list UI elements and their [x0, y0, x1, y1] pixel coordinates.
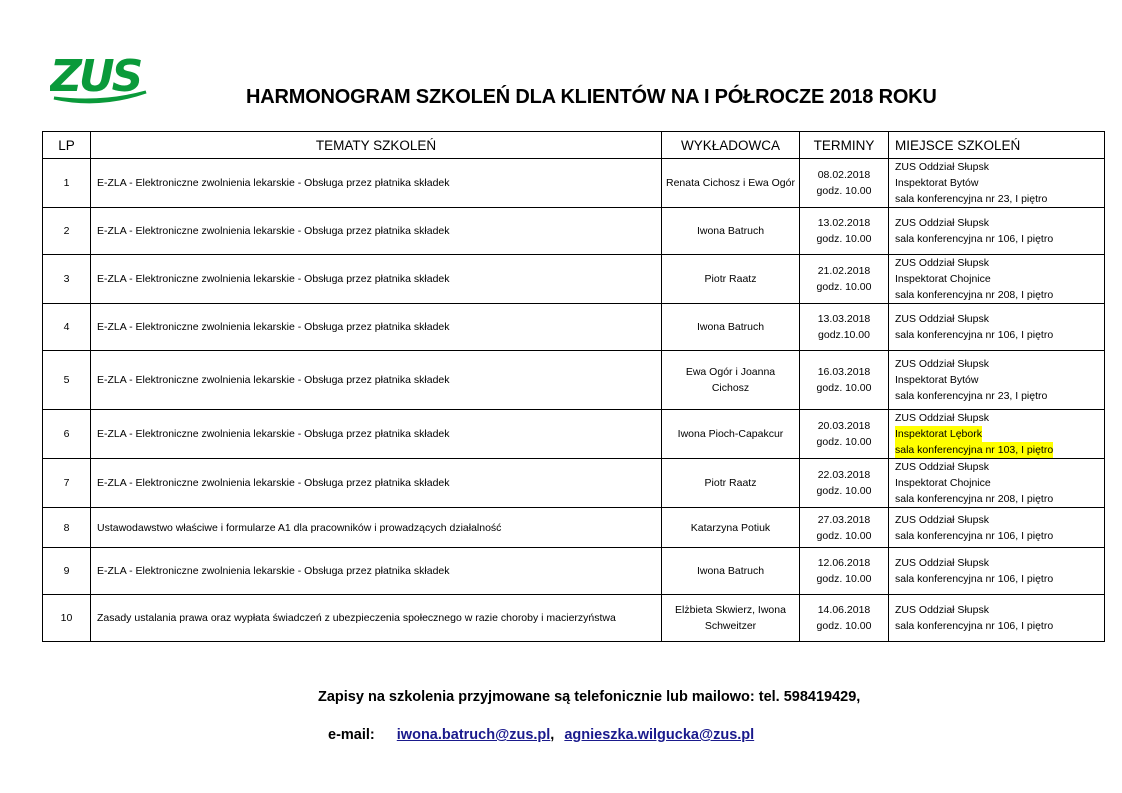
training-date: 12.06.2018	[817, 557, 871, 569]
place-line	[895, 602, 1104, 618]
training-topic: E-ZLA - Elektroniczne zwolnienia lekarskie - Obsługa przez płatnika składek	[91, 410, 662, 459]
lecturer: Katarzyna Potiuk	[662, 508, 800, 548]
training-time: godz. 10.00	[816, 529, 872, 542]
training-date: 14.06.2018	[817, 604, 871, 616]
place-line	[895, 618, 1104, 634]
date-cell	[800, 459, 889, 508]
place-text: ZUS Oddział Słupsk	[895, 358, 989, 370]
training-topic: E-ZLA - Elektroniczne zwolnienia lekarskie - Obsługa przez płatnika składek	[91, 208, 662, 255]
row-number: 6	[43, 410, 91, 459]
lecturer: Renata Cichosz i Ewa Ogór	[662, 159, 800, 208]
place-text: ZUS Oddział Słupsk	[895, 604, 989, 616]
place-line	[895, 327, 1104, 343]
place-cell	[889, 304, 1105, 351]
training-date: 27.03.2018	[817, 513, 871, 526]
place-text: sala konferencyjna nr 106, I piętro	[895, 529, 1054, 542]
training-time: godz. 10.00	[816, 620, 872, 632]
place-cell	[889, 410, 1105, 459]
date-cell	[800, 255, 889, 304]
place-text: sala konferencyjna nr 23, I piętro	[895, 390, 1048, 402]
table-row	[43, 508, 1105, 548]
training-topic: E-ZLA - Elektroniczne zwolnienia lekarskie - Obsługa przez płatnika składek	[91, 255, 662, 304]
place-text: ZUS Oddział Słupsk	[895, 461, 989, 473]
place-line	[895, 255, 1104, 271]
place-text: ZUS Oddział Słupsk	[895, 161, 989, 173]
header-place: MIEJSCE SZKOLEŃ	[889, 132, 1105, 159]
row-number: 5	[43, 351, 91, 410]
place-text: ZUS Oddział Słupsk	[895, 313, 989, 325]
place-text: Inspektorat Bytów	[895, 177, 979, 189]
training-time: godz. 10.00	[816, 281, 872, 293]
training-time: godz. 10.00	[816, 436, 872, 448]
place-line	[895, 271, 1104, 287]
training-topic: E-ZLA - Elektroniczne zwolnienia lekarskie - Obsługa przez płatnika składek	[91, 459, 662, 508]
place-line	[895, 410, 1104, 426]
place-text: Inspektorat Bytów	[895, 374, 979, 386]
lecturer: Iwona Batruch	[662, 208, 800, 255]
place-text: ZUS Oddział Słupsk	[895, 513, 989, 526]
place-line	[895, 159, 1104, 175]
place-text: sala konferencyjna nr 23, I piętro	[895, 193, 1048, 205]
place-cell	[889, 255, 1105, 304]
place-text: sala konferencyjna nr 103, I piętro	[895, 444, 1054, 456]
date-cell	[800, 410, 889, 459]
table-row	[43, 255, 1105, 304]
date-cell	[800, 351, 889, 410]
row-number: 10	[43, 595, 91, 642]
row-number: 7	[43, 459, 91, 508]
place-text: sala konferencyjna nr 106, I piętro	[895, 329, 1054, 341]
place-line	[895, 555, 1104, 571]
training-time: godz. 10.00	[816, 485, 872, 497]
place-text: ZUS Oddział Słupsk	[895, 412, 989, 424]
place-text: sala konferencyjna nr 208, I piętro	[895, 493, 1054, 505]
row-number: 2	[43, 208, 91, 255]
training-time: godz. 10.00	[816, 233, 872, 245]
place-cell	[889, 159, 1105, 208]
table-row	[43, 159, 1105, 208]
place-text: Inspektorat Chojnice	[895, 273, 991, 285]
place-line	[895, 191, 1104, 207]
training-date: 21.02.2018	[817, 265, 871, 277]
place-line	[895, 426, 1104, 442]
lecturer: Piotr Raatz	[662, 255, 800, 304]
signup-info: Zapisy na szkolenia przyjmowane są telefonicznie lub mailowo: tel. 598419429,	[318, 689, 861, 705]
place-line	[895, 442, 1104, 458]
date-cell	[800, 548, 889, 595]
place-cell	[889, 459, 1105, 508]
lecturer: Elżbieta Skwierz, Iwona Schweitzer	[662, 595, 800, 642]
place-line	[895, 475, 1104, 491]
email-link-wilgucka[interactable]: agnieszka.wilgucka@zus.pl	[564, 727, 755, 743]
training-date: 20.03.2018	[817, 420, 871, 432]
place-line	[895, 459, 1104, 475]
header-lp: LP	[43, 132, 91, 159]
place-text: Inspektorat Lębork	[895, 428, 982, 440]
place-cell	[889, 508, 1105, 548]
date-cell	[800, 595, 889, 642]
table-row	[43, 410, 1105, 459]
date-cell	[800, 159, 889, 208]
table-row	[43, 595, 1105, 642]
place-line	[895, 571, 1104, 587]
zus-logo	[50, 48, 150, 106]
training-date: 13.03.2018	[817, 313, 871, 325]
place-text: sala konferencyjna nr 208, I piętro	[895, 289, 1054, 301]
table-header-row	[43, 132, 1105, 159]
training-date: 08.02.2018	[817, 169, 871, 181]
email-link-batruch[interactable]: iwona.batruch@zus.pl	[396, 727, 551, 743]
place-line	[895, 356, 1104, 372]
training-time: godz. 10.00	[816, 382, 872, 394]
training-topic: E-ZLA - Elektroniczne zwolnienia lekarskie - Obsługa przez płatnika składek	[91, 304, 662, 351]
training-date: 16.03.2018	[817, 366, 871, 378]
training-topic: E-ZLA - Elektroniczne zwolnienia lekarskie - Obsługa przez płatnika składek	[91, 351, 662, 410]
place-text: sala konferencyjna nr 106, I piętro	[895, 620, 1054, 632]
place-line	[895, 388, 1104, 404]
row-number: 8	[43, 508, 91, 548]
date-cell	[800, 304, 889, 351]
place-text: Inspektorat Chojnice	[895, 477, 991, 489]
header-lecturer: WYKŁADOWCA	[662, 132, 800, 159]
place-line	[895, 175, 1104, 191]
place-cell	[889, 208, 1105, 255]
place-cell	[889, 548, 1105, 595]
place-line	[895, 231, 1104, 247]
place-text: sala konferencyjna nr 106, I piętro	[895, 573, 1054, 585]
place-text: sala konferencyjna nr 106, I piętro	[895, 233, 1054, 245]
place-line	[895, 311, 1104, 327]
date-cell	[800, 208, 889, 255]
email-label: e-mail:	[328, 727, 375, 743]
header-dates: TERMINY	[800, 132, 889, 159]
lecturer: Iwona Batruch	[662, 304, 800, 351]
table-row	[43, 208, 1105, 255]
training-topic: E-ZLA - Elektroniczne zwolnienia lekarskie - Obsługa przez płatnika składek	[91, 548, 662, 595]
table-row	[43, 548, 1105, 595]
row-number: 4	[43, 304, 91, 351]
table-row	[43, 459, 1105, 508]
training-date: 22.03.2018	[817, 469, 871, 481]
place-line	[895, 372, 1104, 388]
table-row	[43, 351, 1105, 410]
header-topics: TEMATY SZKOLEŃ	[91, 132, 662, 159]
lecturer: Iwona Pioch-Capakcur	[662, 410, 800, 459]
training-topic: Ustawodawstwo właściwe i formularze A1 dla pracowników i prowadzących działalność	[91, 508, 662, 548]
place-cell	[889, 351, 1105, 410]
place-line	[895, 512, 1104, 528]
logo-text: ZUS	[50, 51, 141, 102]
email-line	[328, 727, 754, 743]
place-text: ZUS Oddział Słupsk	[895, 217, 989, 229]
row-number: 3	[43, 255, 91, 304]
training-time: godz. 10.00	[816, 185, 872, 197]
place-line	[895, 528, 1104, 544]
training-time: godz.10.00	[818, 329, 870, 341]
page-title: HARMONOGRAM SZKOLEŃ DLA KLIENTÓW NA I PÓŁROCZE 2018 ROKU	[246, 86, 937, 108]
training-topic: E-ZLA - Elektroniczne zwolnienia lekarskie - Obsługa przez płatnika składek	[91, 159, 662, 208]
place-cell	[889, 595, 1105, 642]
date-cell	[800, 508, 889, 548]
training-date: 13.02.2018	[817, 217, 871, 229]
email-separator: ,	[550, 727, 555, 743]
training-time: godz. 10.00	[816, 573, 872, 585]
row-number: 9	[43, 548, 91, 595]
training-topic: Zasady ustalania prawa oraz wypłata świadczeń z ubezpieczenia społecznego w razie choroby i macierzyństwa	[91, 595, 662, 642]
schedule-table	[42, 131, 1105, 642]
lecturer: Iwona Batruch	[662, 548, 800, 595]
table-row	[43, 304, 1105, 351]
place-text: ZUS Oddział Słupsk	[895, 557, 989, 569]
row-number: 1	[43, 159, 91, 208]
place-text: ZUS Oddział Słupsk	[895, 257, 989, 269]
place-line	[895, 287, 1104, 303]
place-line	[895, 215, 1104, 231]
place-line	[895, 491, 1104, 507]
lecturer: Ewa Ogór i Joanna Cichosz	[662, 351, 800, 410]
lecturer: Piotr Raatz	[662, 459, 800, 508]
